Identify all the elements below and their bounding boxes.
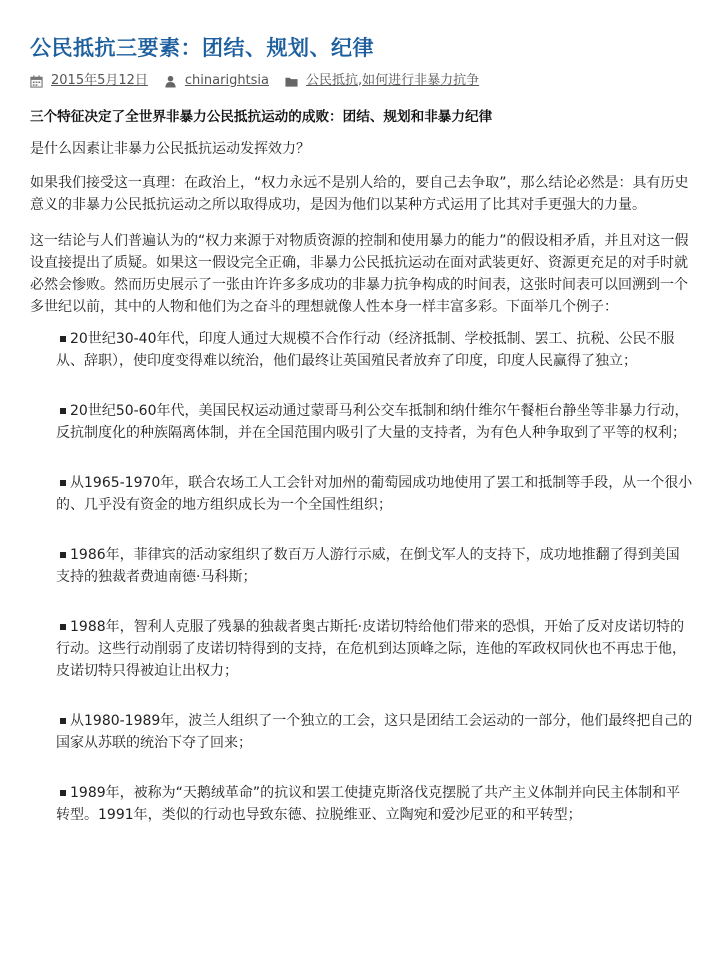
square-bullet-icon xyxy=(60,408,66,414)
list-item xyxy=(30,616,693,682)
calendar-icon xyxy=(30,75,43,88)
list-item xyxy=(30,328,693,372)
list-item xyxy=(30,400,693,444)
list-item xyxy=(30,710,693,754)
square-bullet-icon xyxy=(60,480,66,486)
post-date-link[interactable]: 2015年5月12日 xyxy=(51,73,148,88)
article-content xyxy=(30,106,693,826)
article-title: 公民抵抗三要素：团结、规划、纪律 xyxy=(30,36,374,60)
article-meta xyxy=(30,71,693,91)
square-bullet-icon xyxy=(60,718,66,724)
list-item-text: 1989年，被称为“天鹅绒革命”的抗议和罢工使捷克斯洛伐克摆脱了共产主义体制并向民主体制和平转型。1991年，类似的行动也导致东德、拉脱维亚、立陶宛和爱沙尼亚的和平转型； xyxy=(56,785,681,823)
category-link-how-to-nonviolent[interactable]: 如何进行非暴力抗争 xyxy=(362,73,480,88)
list-item-text: 1986年，菲律宾的活动家组织了数百万人游行示威，在倒戈军人的支持下，成功地推翻了得到美国支持的独裁者费迪南德·马科斯； xyxy=(56,547,680,585)
author-link[interactable]: chinarightsia xyxy=(184,73,270,88)
list-item-text: 20世纪50-60年代，美国民权运动通过蒙哥马利公交车抵制和纳什维尔午餐柜台静坐等非暴力行动，反抗制度化的种族隔离体制，并在全国范围内吸引了大量的支持者，为有色人种争取到了平等的权利； xyxy=(56,403,689,441)
list-item xyxy=(30,472,693,516)
list-item-text: 1988年，智利人克服了残暴的独裁者奥古斯托·皮诺切特给他们带来的恐惧，开始了反对皮诺切特的行动。这些行动削弱了皮诺切特得到的支持，在危机到达顶峰之际，连他的军政权同伙也不再忠于他，皮诺切特只得被迫让出权力； xyxy=(56,619,686,679)
list-item-text: 从1965-1970年，联合农场工人工会针对加州的葡萄园成功地使用了罢工和抵制等手段，从一个很小的、几乎没有资金的地方组织成长为一个全国性组织； xyxy=(56,475,693,513)
list-item-text: 从1980-1989年，波兰人组织了一个独立的工会，这只是团结工会运动的一部分，他们最终把自己的国家从苏联的统治下夺了回来； xyxy=(56,713,693,751)
folder-icon xyxy=(285,75,298,88)
category-separator: , xyxy=(358,73,363,88)
examples-list xyxy=(30,328,693,826)
list-item xyxy=(30,782,693,826)
list-item xyxy=(30,544,693,588)
category-link-civil-resistance[interactable]: 公民抵抗 xyxy=(306,73,359,88)
article-lead: 三个特征决定了全世界非暴力公民抵抗运动的成败：团结、规划和非暴力纪律 xyxy=(30,109,493,125)
square-bullet-icon xyxy=(60,624,66,630)
paragraph: 是什么因素让非暴力公民抵抗运动发挥效力？ xyxy=(30,141,310,157)
paragraph: 如果我们接受这一真理：在政治上，“权力永远不是别人给的，要自己去争取”，那么结论必然是：具有历史意义的非暴力公民抵抗运动之所以取得成功，是因为他们以某种方式运用了比其对手更强大的力量。 xyxy=(30,175,689,213)
square-bullet-icon xyxy=(60,790,66,796)
user-icon xyxy=(164,75,177,88)
paragraph: 这一结论与人们普遍认为的“权力来源于对物质资源的控制和使用暴力的能力”的假设相矛盾，并且对这一假设直接提出了质疑。如果这一假设完全正确，非暴力公民抵抗运动在面对武装更好、资源更充足的对手时就必然会惨败。然而历史展示了一张由许许多多成功的非暴力抗争构成的时间表，这张时间表可以回溯到一个多世纪以前，其中的人物和他们为之奋斗的理想就像人性本身一样丰富多彩。下面举几个例子： xyxy=(30,233,689,315)
list-item-text: 20世纪30-40年代，印度人通过大规模不合作行动（经济抵制、学校抵制、罢工、抗税、公民不服从、辞职），使印度变得难以统治，他们最终让英国殖民者放弃了印度，印度人民赢得了独立； xyxy=(56,331,675,369)
square-bullet-icon xyxy=(60,336,66,342)
square-bullet-icon xyxy=(60,552,66,558)
